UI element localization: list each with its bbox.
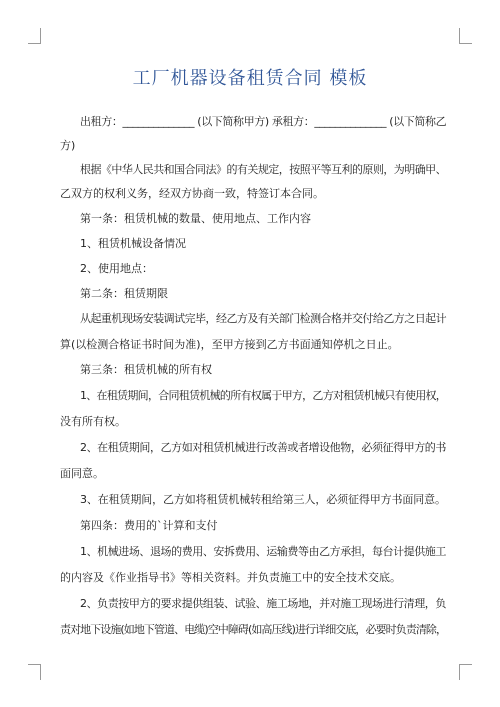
paragraph-line: 面同意。 [60, 467, 104, 480]
paragraph-line: 2、在租赁期间，乙方如对租赁机械进行改善或者增设他物，必须征得甲方的书 [80, 441, 446, 454]
crop-mark-bottom-left-v [40, 664, 41, 680]
paragraph-line: 2、负责按甲方的要求提供组装、试验、施工场地，并对施工现场进行清理，负 [80, 597, 446, 610]
paragraph-line: 出租方：______________ (以下简称甲方) 承租方：______________ (以下简称乙 [80, 115, 447, 128]
paragraph-line: 没有所有权。 [60, 415, 126, 428]
document-title: 工厂机器设备租赁合同 模板 [132, 68, 368, 89]
crop-mark-top-left-h [28, 43, 41, 44]
section-heading: 第二条：租赁期限 [80, 287, 168, 300]
paragraph-line: 方) [60, 139, 76, 152]
paragraph-line: 乙双方的权利义务，经双方协商一致，特签订本合同。 [60, 187, 324, 200]
paragraph-line: 算(以检测合格证书时间为准)，至甲方接到乙方书面通知停机之日止。 [60, 338, 399, 351]
paragraph-line: 从起重机现场安装调试完毕，经乙方及有关部门检测合格并交付给乙方之日起计 [80, 312, 447, 325]
crop-mark-top-right-v [459, 28, 460, 44]
crop-mark-bottom-right-v [459, 664, 460, 680]
paragraph-line: 1、租赁机械设备情况 [80, 237, 186, 250]
crop-mark-bottom-left-h [28, 664, 41, 665]
paragraph-line: 的内容及《作业指导书》等相关资料。并负责施工中的安全技术交底。 [60, 571, 401, 584]
paragraph-line: 责对地下设施(如地下管道、电缆)空中障碍(如高压线)进行详细交底，必要时负责清除， [60, 623, 447, 636]
paragraph-line: 3、在租赁期间，乙方如将租赁机械转租给第三人，必须征得甲方书面同意。 [80, 493, 446, 506]
paragraph-line: 2、使用地点： [80, 262, 153, 275]
section-heading: 第三条：租赁机械的所有权 [80, 363, 212, 376]
section-heading: 第一条：租赁机械的数量、使用地点、工作内容 [80, 212, 311, 225]
paragraph-line: 根据《中华人民共和国合同法》的有关规定，按照平等互利的原则，为明确甲、 [80, 163, 447, 176]
section-heading: 第四条：费用的`计算和支付 [80, 519, 218, 532]
crop-mark-bottom-right-h [459, 664, 472, 665]
paragraph-line: 1、机械进场、退场的费用、安拆费用、运输费等由乙方承担，每台计提供施工 [80, 545, 446, 558]
paragraph-line: 1、在租赁期间，合同租赁机械的所有权属于甲方，乙方对租赁机械只有使用权， [80, 389, 447, 402]
crop-mark-top-right-h [459, 43, 472, 44]
crop-mark-top-left-v [40, 28, 41, 44]
